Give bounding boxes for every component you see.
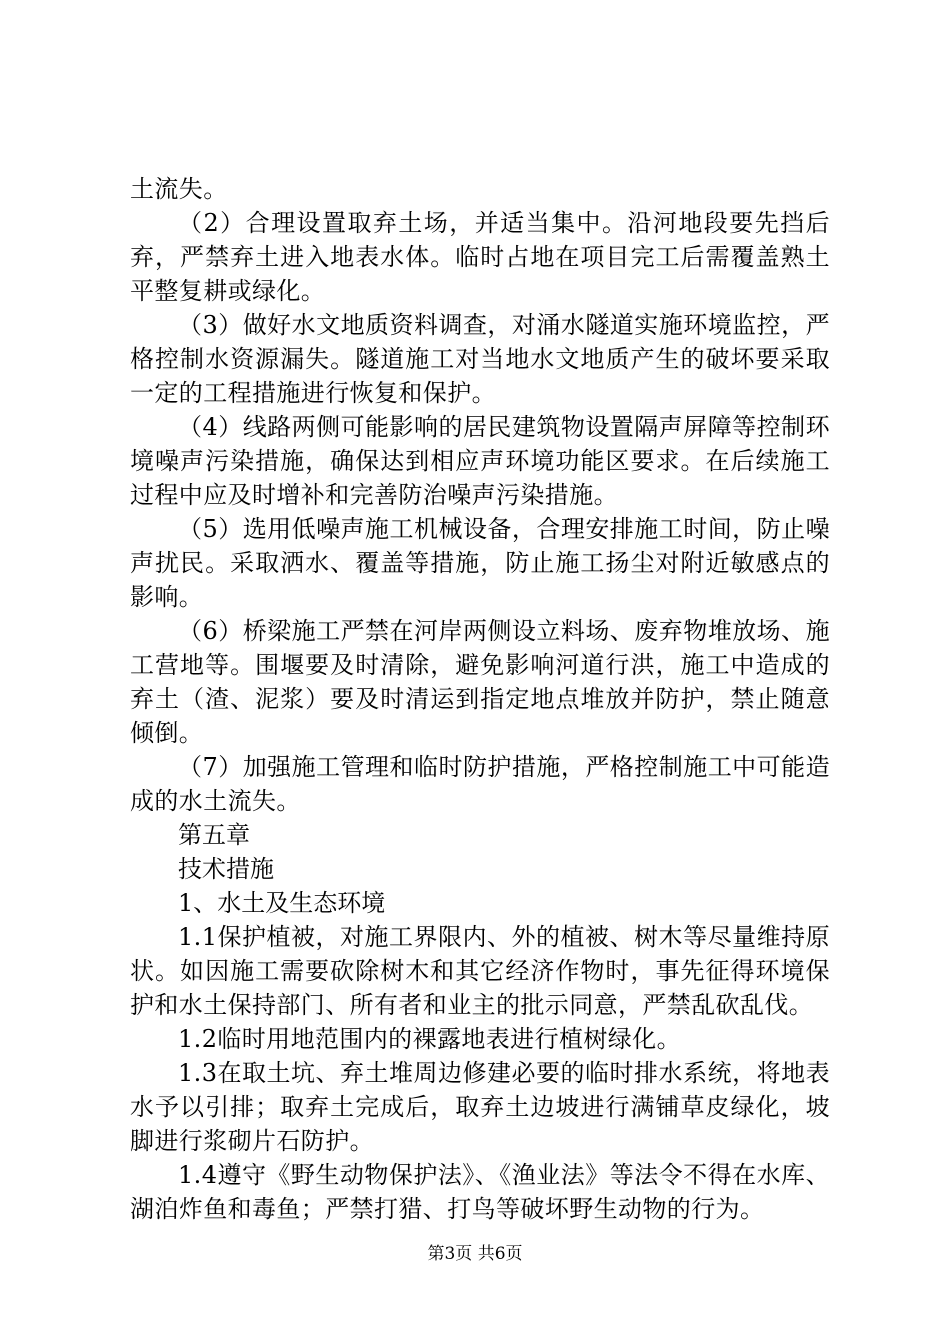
paragraph-item-3: （3）做好水文地质资料调查，对涌水隧道实施环境监控，严格控制水资源漏失。隧道施工对当地水文地质产生的破坏要采取一定的工程措施进行恢复和保护。 [130, 311, 830, 407]
paragraph-1-4: 1.4遵守《野生动物保护法》、《渔业法》等法令不得在水库、湖泊炸鱼和毒鱼；严禁打猎、打鸟等破坏野生动物的行为。 [130, 1161, 830, 1223]
section-heading: 1、水土及生态环境 [178, 889, 386, 917]
paragraph-continuation: 土流失。 [130, 175, 228, 203]
document-body [130, 172, 830, 1226]
chapter-title: 技术措施 [178, 855, 274, 883]
paragraph-1-2: 1.2临时用地范围内的裸露地表进行植树绿化。 [178, 1025, 681, 1053]
paragraph-1-3: 1.3在取土坑、弃土堆周边修建必要的临时排水系统，将地表水予以引排；取弃土完成后，取弃土边坡进行满铺草皮绿化，坡脚进行浆砌片石防护。 [130, 1059, 830, 1155]
paragraph-1-1: 1.1保护植被，对施工界限内、外的植被、树木等尽量维持原状。如因施工需要砍除树木和其它经济作物时，事先征得环境保护和水土保持部门、所有者和业主的批示同意，严禁乱砍乱伐。 [130, 923, 830, 1019]
paragraph-item-7: （7）加强施工管理和临时防护措施，严格控制施工中可能造成的水土流失。 [130, 753, 830, 815]
paragraph-item-4: （4）线路两侧可能影响的居民建筑物设置隔声屏障等控制环境噪声污染措施，确保达到相应声环境功能区要求。在后续施工过程中应及时增补和完善防治噪声污染措施。 [130, 413, 830, 509]
paragraph-item-2: （2）合理设置取弃土场，并适当集中。沿河地段要先挡后弃，严禁弃土进入地表水体。临时占地在项目完工后需覆盖熟土平整复耕或绿化。 [130, 209, 830, 305]
page-footer: 第3页 共6页 [427, 1244, 523, 1264]
paragraph-item-5: （5）选用低噪声施工机械设备，合理安排施工时间，防止噪声扰民。采取洒水、覆盖等措施，防止施工扬尘对附近敏感点的影响。 [130, 515, 830, 611]
paragraph-item-6: （6）桥梁施工严禁在河岸两侧设立料场、废弃物堆放场、施工营地等。围堰要及时清除，避免影响河道行洪，施工中造成的弃土（渣、泥浆）要及时清运到指定地点堆放并防护，禁止随意倾倒。 [130, 617, 830, 747]
chapter-heading: 第五章 [178, 821, 250, 849]
